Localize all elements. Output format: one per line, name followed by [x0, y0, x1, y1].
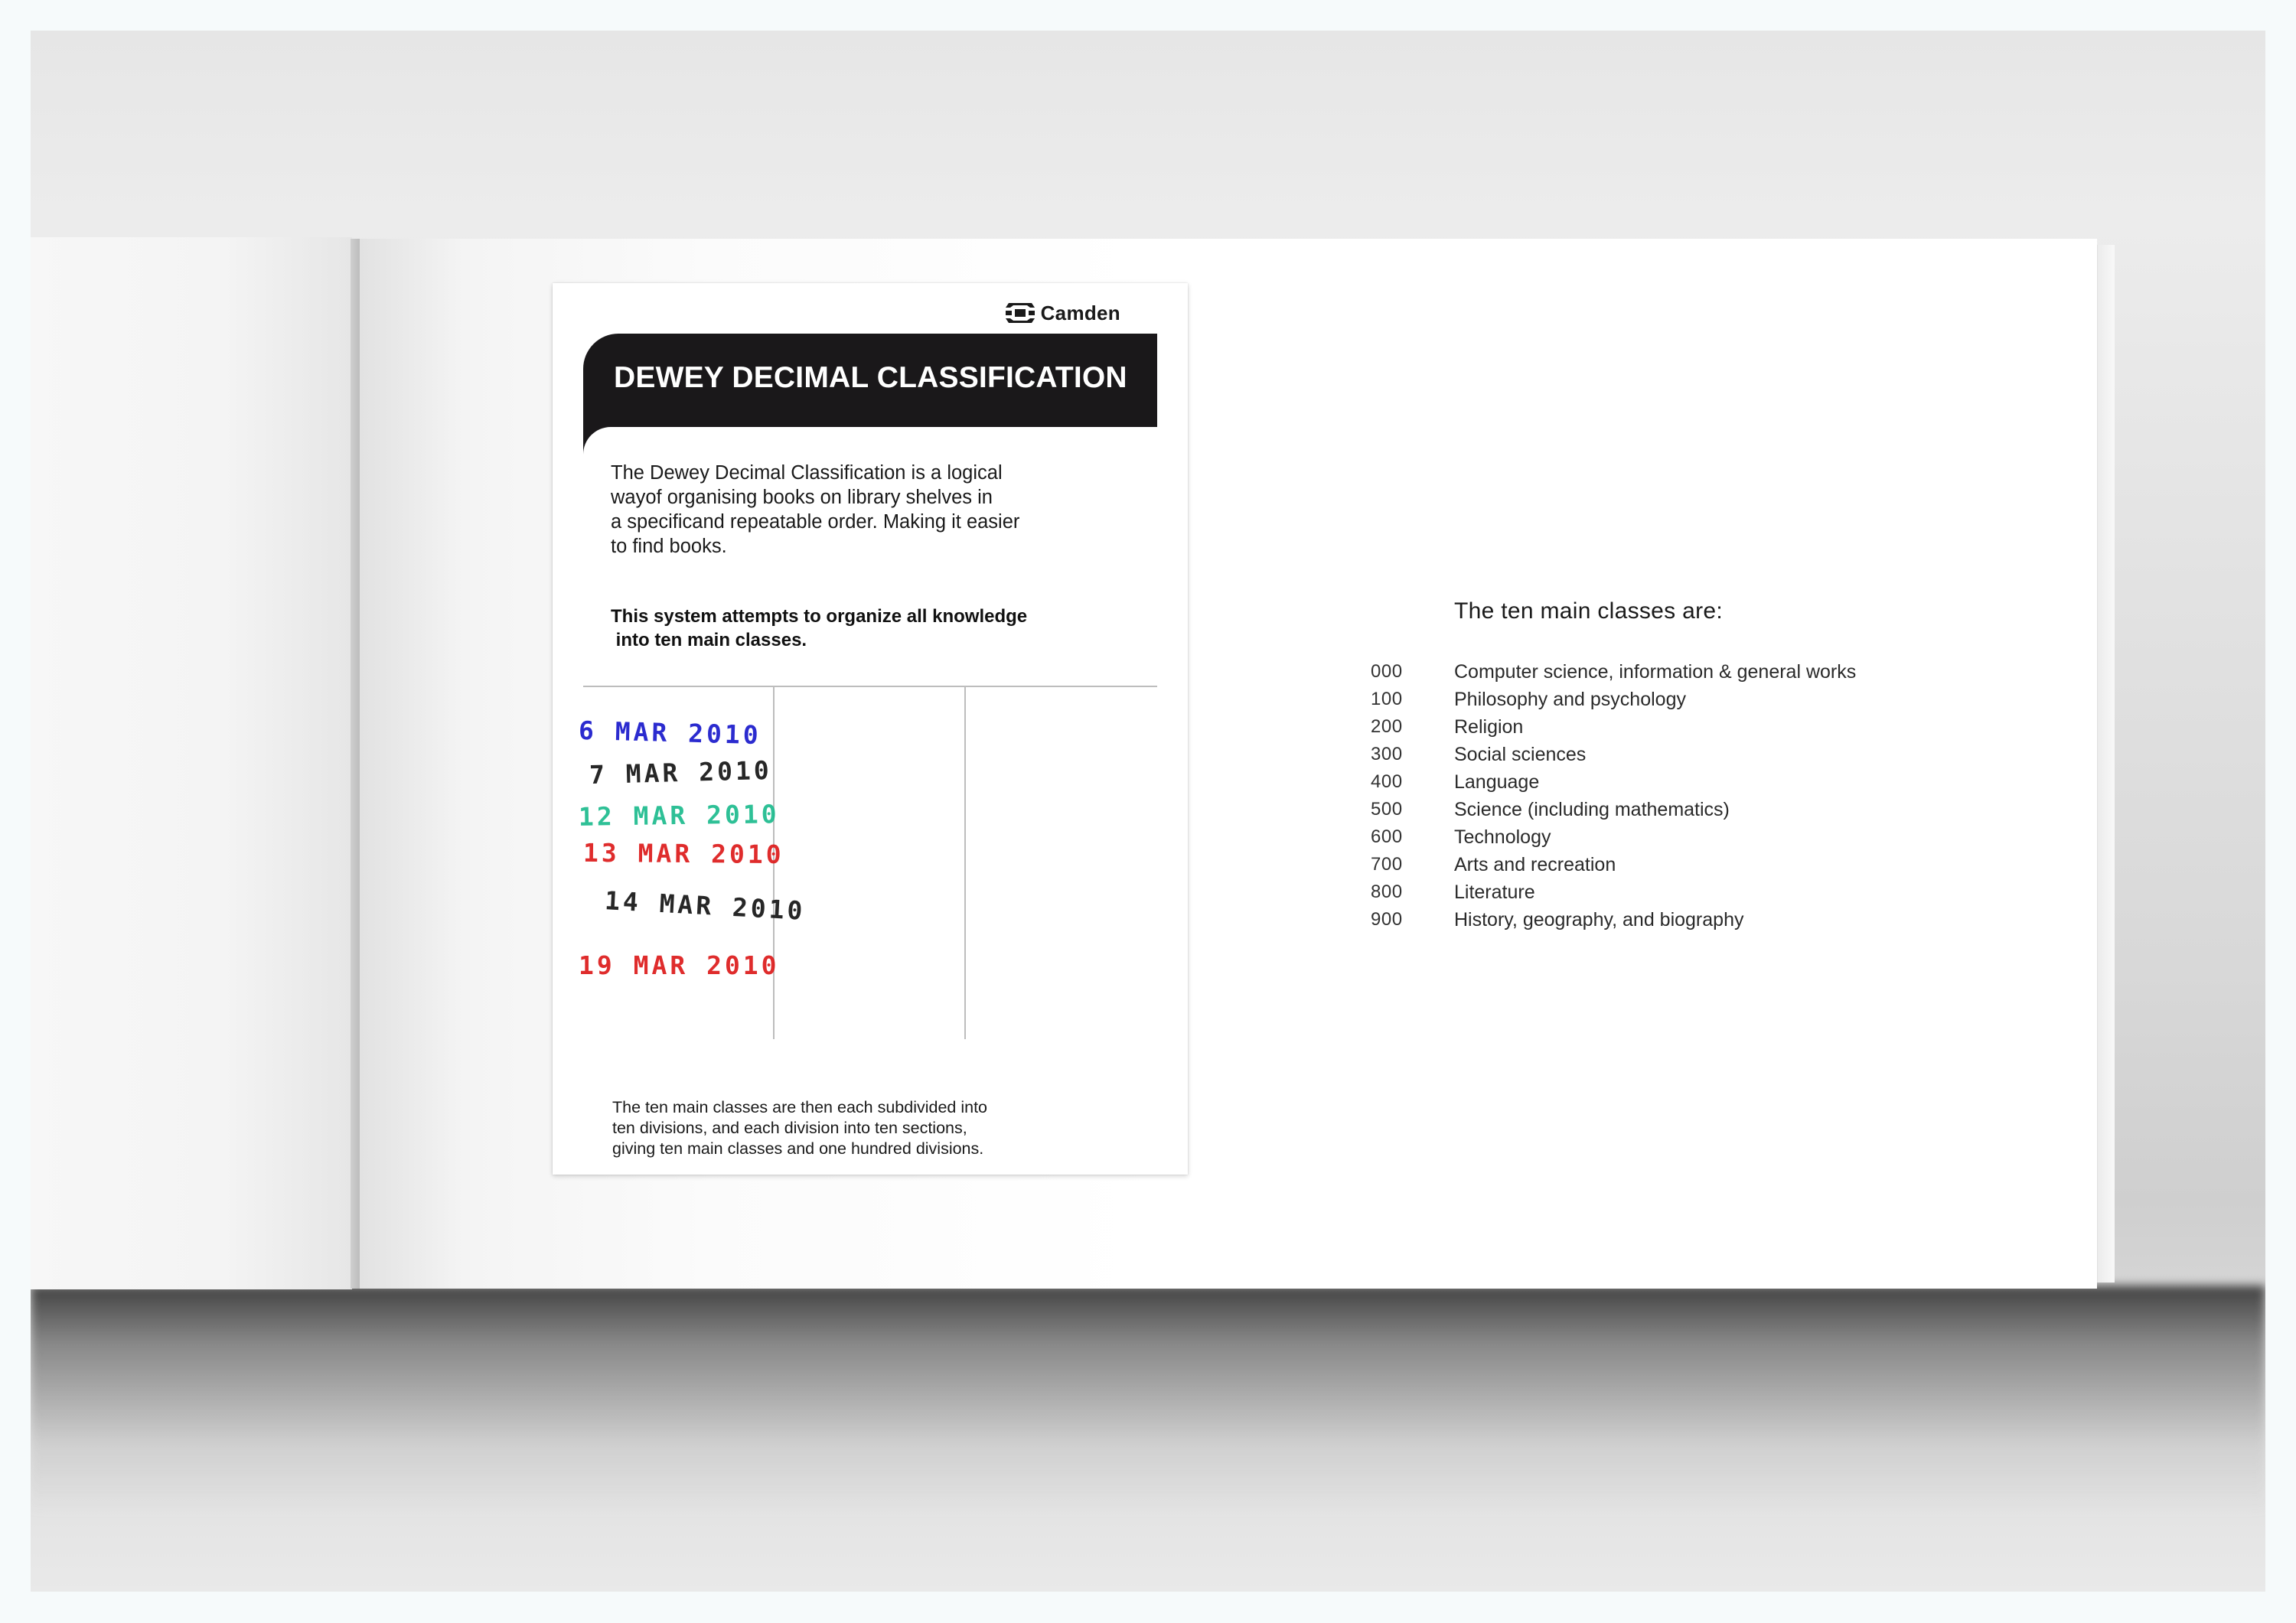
camden-logo [1004, 300, 1120, 326]
page-edge [2097, 245, 2115, 1282]
class-name: Computer science, information & general works [1454, 661, 1857, 683]
footer-line: The ten main classes are then each subdivided into [612, 1098, 988, 1116]
class-code: 100 [1371, 689, 1403, 709]
date-stamp-grid [578, 686, 1157, 1039]
class-name: History, geography, and biography [1454, 909, 1744, 930]
date-stamp: 12 MAR 2010 [578, 799, 780, 832]
class-name: Technology [1454, 826, 1551, 848]
class-code: 400 [1371, 771, 1403, 792]
class-code: 800 [1371, 882, 1403, 902]
intro-line: a specificand repeatable order. Making it easier [611, 511, 1020, 533]
camden-logo-icon [1004, 300, 1036, 326]
class-code: 000 [1371, 661, 1403, 682]
class-name: Literature [1454, 882, 1535, 903]
intro-line: wayof organising books on library shelves in [611, 487, 993, 508]
class-name: Religion [1454, 716, 1524, 738]
grid-top-line [583, 686, 1157, 687]
class-name: Philosophy and psychology [1454, 689, 1686, 710]
class-name: Science (including mathematics) [1454, 799, 1730, 820]
emphasis-line: into ten main classes. [611, 630, 807, 650]
intro-line: to find books. [611, 536, 727, 557]
date-stamp: 14 MAR 2010 [604, 885, 807, 926]
date-stamp: 19 MAR 2010 [579, 950, 780, 980]
book-shadow [31, 1286, 2265, 1515]
class-code: 600 [1371, 826, 1403, 847]
left-page [31, 237, 352, 1289]
class-name: Social sciences [1454, 744, 1587, 765]
class-code: 200 [1371, 716, 1403, 737]
class-code: 500 [1371, 799, 1403, 820]
grid-column-divider [964, 686, 966, 1039]
footer-paragraph [612, 1097, 1133, 1159]
classes-heading: The ten main classes are: [1454, 598, 1723, 624]
logo-text: Camden [1040, 301, 1120, 324]
title-banner [583, 334, 1157, 427]
intro-paragraph [611, 461, 1108, 559]
date-stamp: 7 MAR 2010 [589, 754, 773, 790]
emphasis-paragraph [611, 605, 1108, 652]
footer-line: ten divisions, and each division into ten sections, [612, 1119, 967, 1137]
class-code: 700 [1371, 854, 1403, 875]
class-code: 300 [1371, 744, 1403, 764]
footer-line: giving ten main classes and one hundred divisions. [612, 1139, 984, 1158]
intro-line: The Dewey Decimal Classification is a logical [611, 462, 1003, 484]
class-name: Arts and recreation [1454, 854, 1616, 875]
date-stamp: 6 MAR 2010 [578, 715, 762, 751]
date-stamp: 13 MAR 2010 [582, 837, 784, 870]
card-title: DEWEY DECIMAL CLASSIFICATION [614, 361, 1127, 394]
dewey-info-card [553, 283, 1188, 1175]
class-name: Language [1454, 771, 1540, 793]
emphasis-line: This system attempts to organize all knowledge [611, 606, 1028, 627]
class-code: 900 [1371, 909, 1403, 930]
book-gutter [351, 239, 360, 1289]
banner-curve-decoration [583, 427, 611, 455]
